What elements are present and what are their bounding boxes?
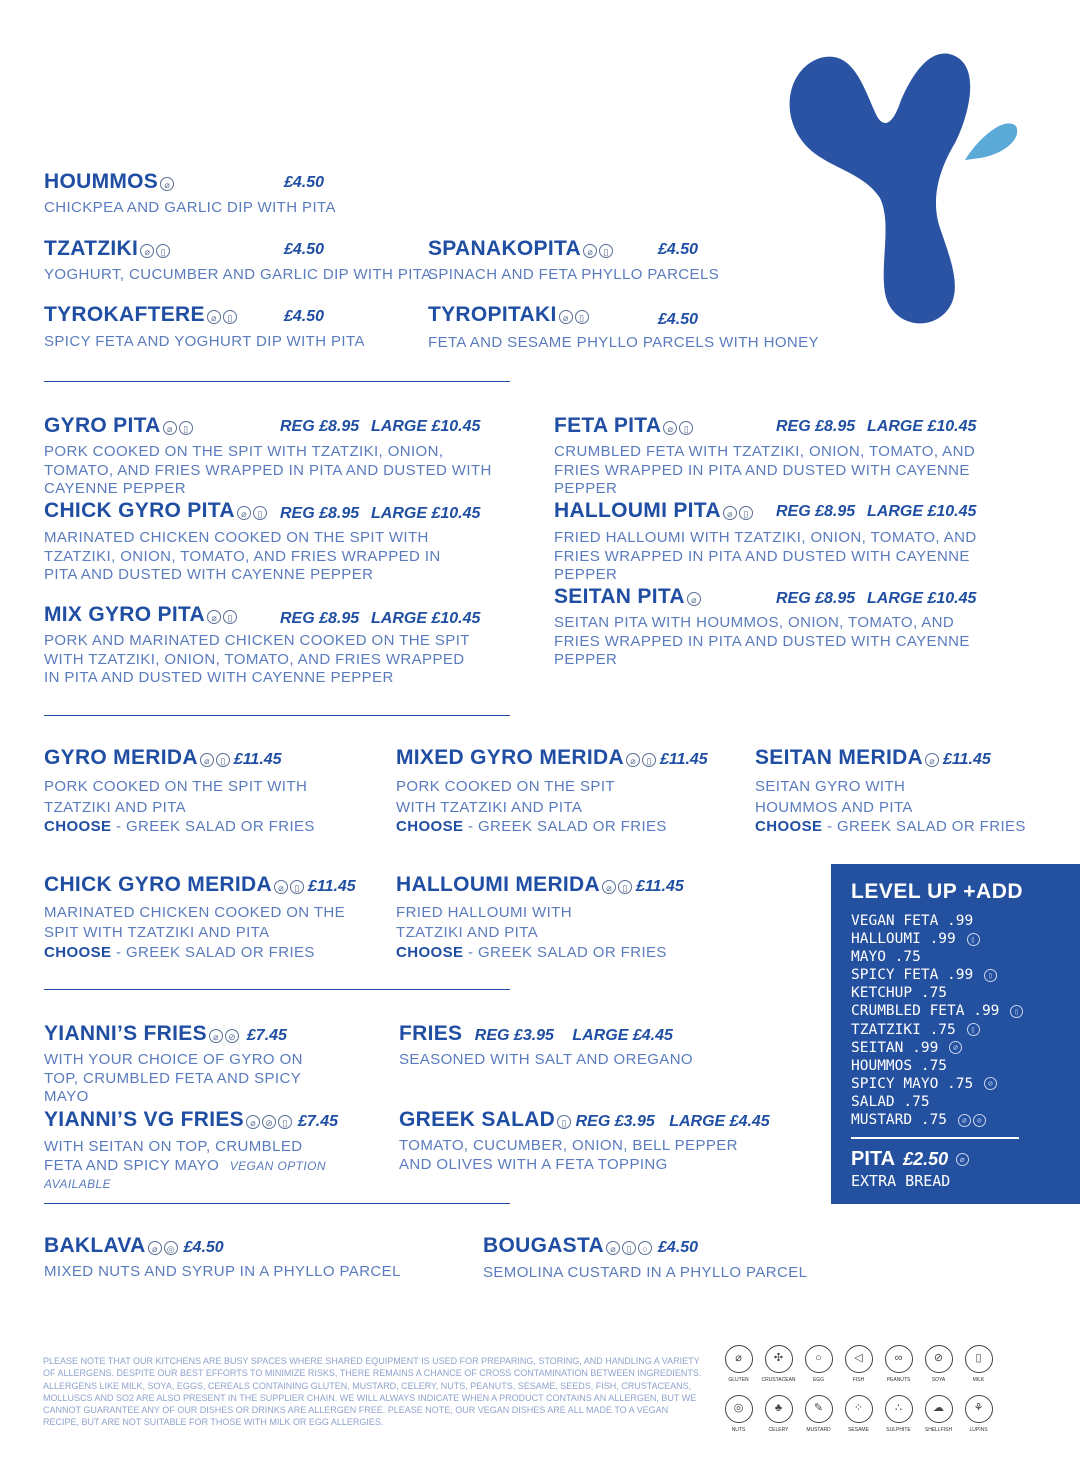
allergen-label: PEANUTS (886, 1377, 911, 1383)
choose-options: - GREEK SALAD OR FRIES (463, 818, 667, 835)
item-name: MIXED GYRO MERIDA (396, 746, 624, 769)
allergen-mustard (798, 1395, 839, 1433)
item-price-large: LARGE £10.45 (371, 418, 481, 435)
item-name: HOUMMOS (44, 170, 159, 193)
item-name: BOUGASTA (483, 1234, 605, 1257)
gluten-icon: ⌀ (606, 1241, 620, 1255)
choose-label: CHOOSE (44, 818, 112, 835)
allergen-gluten (718, 1345, 759, 1383)
addon-item (851, 1075, 1023, 1093)
addon-item (851, 1057, 1023, 1075)
allergen-label: GLUTEN (728, 1377, 749, 1383)
allergen-label: SOYA (931, 1377, 946, 1383)
item-desc: SPICY FETA AND YOGHURT DIP WITH PITA (44, 333, 365, 350)
pita-price: £2.50 (903, 1149, 949, 1169)
item-price-large: LARGE £10.45 (371, 610, 481, 627)
soya-icon: ⊘ (925, 1345, 953, 1373)
choose-label: CHOOSE (396, 818, 464, 835)
gluten-icon: ⌀ (958, 1114, 971, 1127)
gluten-icon: ⌀ (925, 753, 939, 767)
item-desc (44, 776, 315, 836)
addon-label: SEITAN .99 (851, 1039, 939, 1056)
lupin-icon: ⚘ (965, 1395, 993, 1423)
gluten-icon: ⌀ (583, 244, 597, 258)
item-price: £4.50 (658, 241, 699, 258)
allergen-shellfish (918, 1395, 959, 1433)
gluten-icon: ⌀ (237, 506, 251, 520)
allergen-label: SESAME (848, 1427, 869, 1433)
item-price-reg: REG £8.95 (776, 503, 856, 520)
mustard-icon: ⊘ (973, 1114, 986, 1127)
addon-label: HALLOUMI .99 (851, 931, 956, 948)
milk-icon: ▯ (223, 610, 237, 624)
desc-line: SEITAN GYRO WITH (755, 778, 906, 795)
item-price: £11.45 (307, 878, 356, 895)
item-price-large: LARGE £4.45 (572, 1027, 673, 1044)
addon-label: KETCHUP .75 (851, 985, 948, 1002)
item-desc: PORK COOKED ON THE SPIT WITH TZATZIKI, ONION, TOMATO, AND FRIES WRAPPED IN PITA AND DUSTED WITH CAYENNE PEPPER (44, 443, 492, 497)
item-price: £4.50 (183, 1239, 224, 1256)
allergen-label: MILK (972, 1377, 985, 1383)
item-name: HALLOUMI PITA (554, 499, 721, 522)
logo-drop (965, 123, 1017, 160)
item-desc (44, 1138, 344, 1194)
milk-icon: ▯ (1010, 1005, 1023, 1018)
item-desc: PORK AND MARINATED CHICKEN COOKED ON THE SPIT WITH TZATZIKI, ONION, TOMATO, AND FRIES WRAPPED IN PITA AND DUSTED WITH CAYENNE PEPPER (44, 632, 470, 686)
item-name: MIX GYRO PITA (44, 603, 206, 626)
item-name: SPANAKOPITA (428, 237, 582, 260)
desc-choose (396, 818, 667, 836)
addon-label: VEGAN FETA .99 (851, 913, 974, 929)
milk-icon: ▯ (253, 506, 267, 520)
item-desc: SEITAN PITA WITH HOUMMOS, ONION, TOMATO, AND FRIES WRAPPED IN PITA AND DUSTED WITH CAYENNE PEPPER (554, 614, 970, 668)
gluten-icon: ⌀ (626, 753, 640, 767)
allergen-fish (838, 1345, 879, 1383)
pita-chick-gyro (44, 499, 267, 523)
logo-y-shape (790, 54, 971, 324)
item-desc: WITH YOUR CHOICE OF GYRO ON TOP, CRUMBLED FETA AND SPICY MAYO (44, 1051, 303, 1105)
egg-icon: ○ (638, 1241, 652, 1255)
allergen-label: CELERY (768, 1427, 789, 1433)
item-price: £4.50 (284, 241, 325, 258)
gluten-icon: ⌀ (956, 1153, 969, 1166)
item-price: £4.50 (658, 1239, 699, 1256)
gluten-icon: ⌀ (559, 310, 573, 324)
addon-item (851, 966, 1023, 984)
item-price-reg: REG £8.95 (280, 418, 360, 435)
item-name: BAKLAVA (44, 1234, 146, 1257)
item-desc (396, 776, 667, 836)
choose-options: - GREEK SALAD OR FRIES (463, 944, 667, 961)
item-desc: MIXED NUTS AND SYRUP IN A PHYLLO PARCEL (44, 1263, 401, 1280)
item-desc (44, 903, 345, 963)
extra-bread-label: EXTRA BREAD (851, 1172, 951, 1190)
item-name: YIANNI’S FRIES (44, 1022, 207, 1045)
side-greek-salad (399, 1108, 770, 1132)
item-price: £11.45 (943, 751, 991, 768)
egg-icon: ○ (805, 1345, 833, 1373)
milk-icon: ▯ (618, 880, 632, 894)
gluten-icon: ⌀ (207, 310, 221, 324)
mustard-icon: ✎ (805, 1395, 833, 1423)
soya-icon: ⊘ (984, 1077, 997, 1090)
choose-options: - GREEK SALAD OR FRIES (111, 944, 315, 961)
divider (44, 1203, 510, 1204)
gluten-icon: ⌀ (148, 1241, 162, 1255)
pita-label: PITA (851, 1148, 896, 1170)
allergen-egg (798, 1345, 839, 1383)
side-yiannis-fries (44, 1022, 287, 1046)
item-name: GREEK SALAD (399, 1108, 556, 1131)
desc-line: PORK COOKED ON THE SPIT WITH (44, 778, 308, 795)
milk-icon: ▯ (622, 1241, 636, 1255)
side-fries (399, 1022, 673, 1046)
item-price: £4.50 (284, 174, 325, 191)
brand-logo (780, 48, 1020, 338)
choose-label: CHOOSE (755, 818, 823, 835)
addon-item (851, 984, 1023, 1002)
allergen-label: EGG (812, 1377, 825, 1383)
desc-line: TZATZIKI AND PITA (44, 799, 187, 816)
desc-line: HOUMMOS AND PITA (755, 799, 913, 816)
item-desc: FETA AND SESAME PHYLLO PARCELS WITH HONEY (428, 334, 819, 351)
item-name: FETA PITA (554, 414, 662, 437)
allergen-milk (958, 1345, 999, 1383)
allergen-sesame (838, 1395, 879, 1433)
item-price-reg: REG £8.95 (776, 590, 856, 607)
allergen-label: NUTS (731, 1427, 746, 1433)
choose-options: - GREEK SALAD OR FRIES (111, 818, 315, 835)
item-price: £11.45 (659, 751, 708, 768)
dip-tyrokaftere (44, 303, 237, 327)
item-price: £11.45 (635, 878, 684, 895)
addon-item (851, 1093, 1023, 1111)
item-price-reg: REG £3.95 (575, 1113, 655, 1130)
addon-item (851, 1111, 1023, 1129)
gluten-icon: ⌀ (160, 177, 174, 191)
desc-line: TZATZIKI AND PITA (396, 924, 539, 941)
merida-halloumi (396, 873, 684, 897)
item-desc: CHICKPEA AND GARLIC DIP WITH PITA (44, 199, 336, 216)
choose-options: - GREEK SALAD OR FRIES (822, 818, 1026, 835)
gluten-icon: ⌀ (140, 244, 154, 258)
gluten-icon: ⌀ (663, 421, 677, 435)
addon-label: MAYO .75 (851, 949, 921, 966)
desc-line: SPIT WITH TZATZIKI AND PITA (44, 924, 270, 941)
allergen-label: FISH (852, 1377, 865, 1383)
item-desc (396, 903, 667, 963)
nuts-icon: ◎ (164, 1241, 178, 1255)
addon-list (851, 912, 1023, 1129)
gluten-icon: ⌀ (949, 1041, 962, 1054)
item-desc: YOGHURT, CUCUMBER AND GARLIC DIP WITH PITA (44, 266, 432, 283)
milk-icon: ▯ (179, 421, 193, 435)
item-desc: CRUMBLED FETA WITH TZATZIKI, ONION, TOMATO, AND FRIES WRAPPED IN PITA AND DUSTED WITH CAYENNE PEPPER (554, 443, 976, 497)
item-price: £7.45 (246, 1027, 287, 1044)
item-name: GYRO MERIDA (44, 746, 198, 769)
item-price-reg: REG £8.95 (776, 418, 856, 435)
merida-seitan (755, 746, 991, 770)
item-name: CHICK GYRO PITA (44, 499, 235, 522)
allergen-label: MUSTARD (806, 1427, 831, 1433)
addon-label: TZATZIKI .75 (851, 1021, 956, 1038)
allergen-nuts (718, 1395, 759, 1433)
addon-item (851, 1039, 1023, 1057)
desc-choose (44, 943, 345, 963)
item-name: FRIES (399, 1022, 463, 1045)
item-desc: SPINACH AND FETA PHYLLO PARCELS (428, 266, 720, 283)
item-name: TYROKAFTERE (44, 303, 205, 326)
allergen-label: SULPHITE (886, 1427, 911, 1433)
dip-spanakopita (428, 237, 613, 261)
allergen-disclaimer: PLEASE NOTE THAT OUR KITCHENS ARE BUSY SPACES WHERE SHARED EQUIPMENT IS USED FOR PREPARING, STORING, AND HANDLING A VARIETY OF ALLERGENS. DESPITE OUR BEST EFFORTS TO MINIMIZE RISKS, THERE REMAINS A CHANCE OF CROSS CONTAMINATION BETWEEN INGREDIENTS. ALLERGENS LIKE MILK, SOYA, EGGS, CEREALS CONTAINING GLUTEN, MUSTARD, CELERY, NUTS, PEANUTS, SESAME, SEEDS, FISH, CRUSTACEANS, MOLLUSCS AND SO2 ARE ALSO PRESENT IN THE SUPPLIER CHAIN. WE WILL ALWAYS INDICATE WHEN A PRODUCT CONTAINS AN ALLERGEN, BUT WE CANNOT GUARANTEE ANY OF OUR DISHES OR DRINKS ARE ALLERGEN FREE. PLEASE NOTE, OUR VEGAN DISHES ARE ALL MADE TO A VEGAN RECIPE, BUT ARE NOT SUITABLE FOR THOSE WITH MILK OR EGG ALLERGIES. (43, 1356, 702, 1428)
merida-mixed-gyro (396, 746, 708, 770)
gluten-icon: ⌀ (209, 1029, 223, 1043)
item-name: YIANNI’S VG FRIES (44, 1108, 244, 1131)
dessert-baklava (44, 1234, 224, 1258)
item-price-reg: REG £8.95 (280, 505, 360, 522)
addon-item (851, 1002, 1023, 1020)
item-name: GYRO PITA (44, 414, 161, 437)
allergen-soya (918, 1345, 959, 1383)
dip-tyropitaki (428, 303, 589, 327)
addon-item (851, 1021, 1023, 1039)
divider (44, 989, 510, 990)
allergen-sulphite (878, 1395, 919, 1433)
addon-label: SALAD .75 (851, 1093, 930, 1110)
choose-label: CHOOSE (396, 944, 464, 961)
desc-line: MARINATED CHICKEN COOKED ON THE (44, 904, 346, 921)
desc-line: FRIED HALLOUMI WITH (396, 904, 572, 921)
milk-icon: ▯ (965, 1345, 993, 1373)
milk-icon: ▯ (967, 933, 980, 946)
dip-tzatziki (44, 237, 170, 261)
item-price-large: LARGE £10.45 (867, 590, 977, 607)
item-name: SEITAN MERIDA (755, 746, 924, 769)
allergen-lupins (958, 1395, 999, 1433)
addon-label: SPICY FETA .99 (851, 967, 974, 984)
pita-halloumi (554, 499, 753, 523)
allergen-peanuts (878, 1345, 919, 1383)
dessert-bougasta (483, 1234, 698, 1258)
desc-choose (755, 818, 1026, 836)
allergen-label: SHELLFISH (924, 1427, 953, 1433)
gluten-icon: ⌀ (207, 610, 221, 624)
pita-seitan (554, 585, 701, 609)
desc-choose (396, 943, 667, 963)
milk-icon: ▯ (679, 421, 693, 435)
item-price-large: LARGE £10.45 (867, 503, 977, 520)
item-desc: SEMOLINA CUSTARD IN A PHYLLO PARCEL (483, 1264, 808, 1281)
gluten-icon: ⌀ (163, 421, 177, 435)
divider (44, 381, 510, 382)
item-price-reg: REG £8.95 (280, 610, 360, 627)
fish-icon: ◁ (845, 1345, 873, 1373)
item-desc (755, 776, 1026, 836)
allergen-label: LUPINS (969, 1427, 988, 1433)
sulphite-icon: ∴ (885, 1395, 913, 1423)
milk-icon: ▯ (642, 753, 656, 767)
item-desc: FRIED HALLOUMI WITH TZATZIKI, ONION, TOMATO, AND FRIES WRAPPED IN PITA AND DUSTED WITH CAYENNE PEPPER (554, 529, 977, 583)
addon-label: MUSTARD .75 (851, 1112, 948, 1129)
milk-icon: ▯ (739, 506, 753, 520)
item-price-large: LARGE £4.45 (669, 1113, 770, 1130)
item-name: HALLOUMI MERIDA (396, 873, 600, 896)
level-up-title: LEVEL UP +ADD (851, 880, 1024, 903)
item-desc: SEASONED WITH SALT AND OREGANO (399, 1051, 693, 1068)
milk-icon: ▯ (216, 753, 230, 767)
item-desc: TOMATO, CUCUMBER, ONION, BELL PEPPER AND OLIVES WITH A FETA TOPPING (399, 1137, 738, 1173)
item-price: £11.45 (233, 751, 282, 768)
item-price: £7.45 (297, 1113, 339, 1130)
pita-mix-gyro (44, 603, 237, 627)
nuts-icon: ◎ (725, 1395, 753, 1423)
addon-item (851, 930, 1023, 948)
desc-line: PORK COOKED ON THE SPIT (396, 778, 615, 795)
addon-label: CRUMBLED FETA .99 (851, 1003, 1000, 1020)
dip-hoummos (44, 170, 174, 194)
shellfish-icon: ☁ (925, 1395, 953, 1423)
desc-line: WITH TZATZIKI AND PITA (396, 799, 583, 816)
milk-icon: ▯ (575, 310, 589, 324)
item-price-large: LARGE £10.45 (867, 418, 977, 435)
item-name: CHICK GYRO MERIDA (44, 873, 272, 896)
gluten-icon: ⌀ (200, 753, 214, 767)
desc-text: WITH SEITAN ON TOP, CRUMBLED FETA AND SPICY MAYO (44, 1138, 303, 1174)
milk-icon: ▯ (278, 1115, 292, 1129)
gluten-icon: ⌀ (274, 880, 288, 894)
gluten-icon: ⌀ (723, 506, 737, 520)
gluten-icon: ⌀ (725, 1345, 753, 1373)
sesame-icon: ⁘ (845, 1395, 873, 1423)
milk-icon: ▯ (599, 244, 613, 258)
side-yiannis-vg-fries (44, 1108, 338, 1132)
soya-icon: ⊘ (225, 1029, 239, 1043)
peanut-icon: ∞ (885, 1345, 913, 1373)
crustacean-icon: ✣ (765, 1345, 793, 1373)
milk-icon: ▯ (290, 880, 304, 894)
celery-icon: ♣ (765, 1395, 793, 1423)
divider (851, 1137, 1019, 1139)
item-price-reg: REG £3.95 (474, 1027, 554, 1044)
gluten-icon: ⌀ (687, 592, 701, 606)
vegan-note: VEGAN OPTION AVAILABLE (44, 1158, 326, 1191)
addon-label: SPICY MAYO .75 (851, 1075, 974, 1092)
soya-icon: ⊘ (262, 1115, 276, 1129)
level-up-panel (831, 864, 1080, 1204)
choose-label: CHOOSE (44, 944, 112, 961)
merida-gyro (44, 746, 282, 770)
item-price: £4.50 (284, 308, 325, 325)
item-name: TYROPITAKI (428, 303, 557, 326)
merida-chick-gyro (44, 873, 356, 897)
milk-icon: ▯ (156, 244, 170, 258)
pita-feta (554, 414, 693, 438)
addon-item (851, 948, 1023, 966)
gluten-icon: ⌀ (246, 1115, 260, 1129)
allergen-label: CRUSTACEAN (761, 1377, 796, 1383)
allergen-celery (758, 1395, 799, 1433)
milk-icon: ▯ (967, 1023, 980, 1036)
milk-icon: ▯ (984, 969, 997, 982)
item-price-large: LARGE £10.45 (371, 505, 481, 522)
pita-addon (851, 1148, 969, 1171)
item-desc: MARINATED CHICKEN COOKED ON THE SPIT WITH TZATZIKI, ONION, TOMATO, AND FRIES WRAPPED IN PITA AND DUSTED WITH CAYENNE PEPPER (44, 529, 441, 583)
gluten-icon: ⌀ (602, 880, 616, 894)
item-name: TZATZIKI (44, 237, 139, 260)
milk-icon: ▯ (223, 310, 237, 324)
allergen-crustacean (758, 1345, 799, 1383)
divider (44, 715, 510, 716)
addon-label: HOUMMOS .75 (851, 1057, 948, 1074)
item-name: SEITAN PITA (554, 585, 685, 608)
item-price: £4.50 (658, 311, 699, 328)
pita-gyro (44, 414, 193, 438)
desc-choose (44, 818, 315, 836)
addon-item (851, 912, 1023, 930)
milk-icon: ▯ (557, 1115, 571, 1129)
